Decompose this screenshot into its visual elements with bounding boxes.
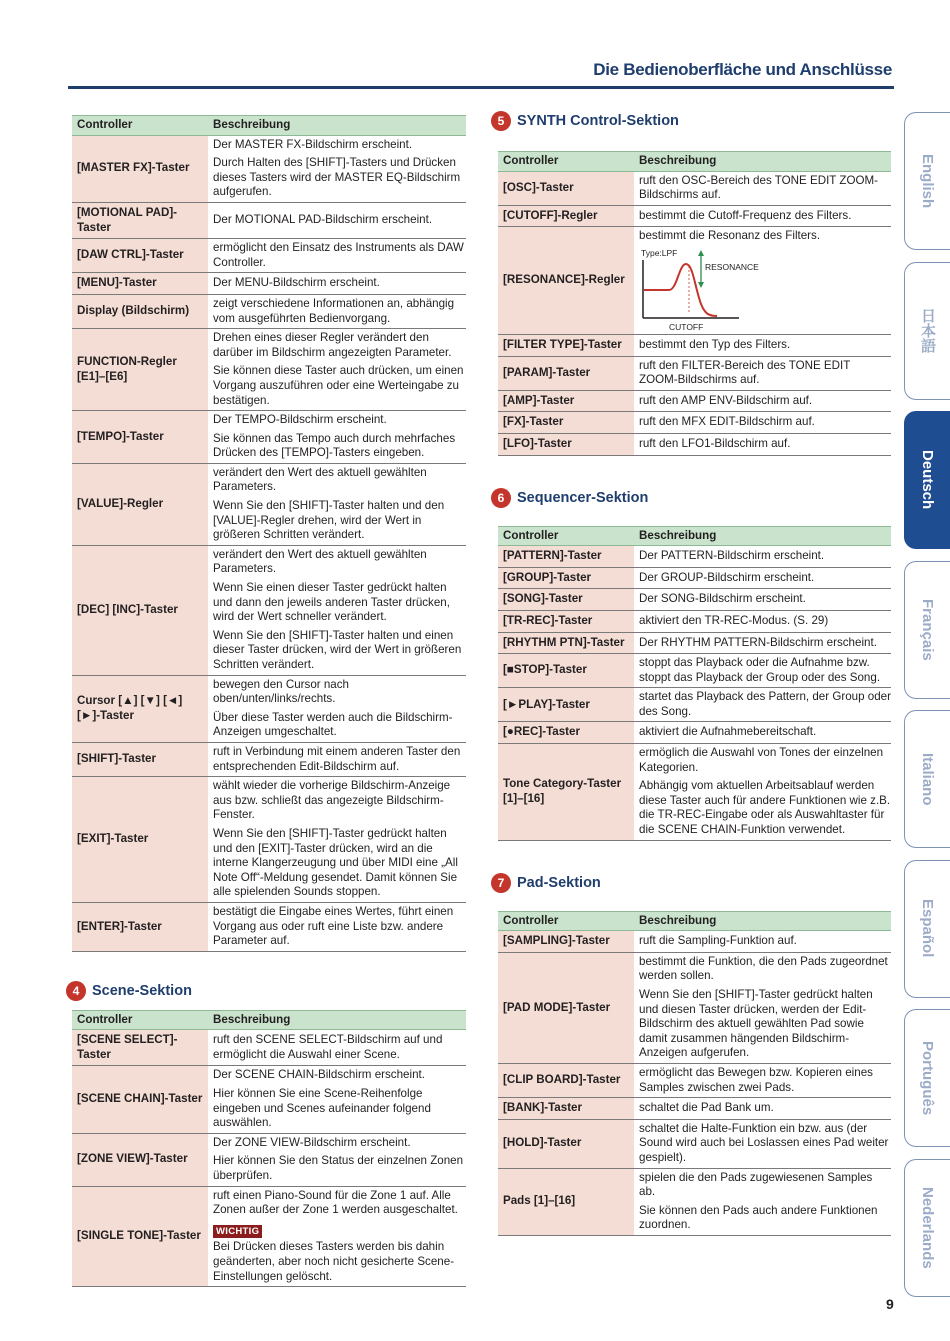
- description-text: Über diese Taster werden auch die Bildschirm-Anzeigen umgeschaltet.: [213, 710, 453, 739]
- description-text: ruft den SCENE SELECT-Bildschirm auf und ermöglicht die Auswahl einer Scene.: [213, 1033, 443, 1061]
- controller-description: [208, 202, 466, 238]
- table-row: [72, 1030, 466, 1066]
- description-text: stoppt das Playback oder die Aufnahme bzw. stoppt das Playback der Group oder des Song.: [639, 656, 881, 684]
- description-text: Wenn Sie den [SHIFT]-Taster halten und den [VALUE]-Regler drehen, wird der Wert in größeren Schritten verändert.: [213, 499, 445, 542]
- controller-description: [208, 273, 466, 295]
- controller-name: [RESONANCE]-Regler: [498, 227, 634, 335]
- controller-name: [OSC]-Taster: [498, 171, 634, 205]
- table-row: [72, 545, 466, 675]
- controller-description: [634, 654, 891, 688]
- controller-description: [634, 205, 891, 227]
- table-row: [498, 722, 891, 744]
- description-text: ruft einen Piano-Sound für die Zone 1 auf. Alle Zonen außer der Zone 1 werden ausgeschaltet.: [213, 1188, 458, 1217]
- table-row: [498, 589, 891, 611]
- controller-name: [MOTIONAL PAD]-Taster: [72, 202, 208, 238]
- column-header-controller: Controller: [498, 152, 634, 172]
- controller-name: [●REC]-Taster: [498, 722, 634, 744]
- table-row: [498, 412, 891, 434]
- controller-description: [208, 545, 466, 675]
- description-text: schaltet die Halte-Funktion ein bzw. aus (der Sound wird auch bei Loslassen eines Pad weiter gespielt).: [639, 1121, 889, 1164]
- description-text: Der MENU-Bildschirm erscheint.: [213, 276, 380, 290]
- synth-table: [498, 151, 891, 456]
- description-text: Abhängig vom aktuellen Arbeitsablauf werden diese Taster auch für andere Funktionen wie z.B. die TR-REC-Eingabe oder als Auswahltaster für die SCENE CHAIN-Funktion verwendet.: [639, 779, 891, 837]
- main-controller-table: [72, 115, 466, 952]
- table-row: [498, 610, 891, 632]
- language-tab-label: English: [919, 153, 936, 209]
- controller-name: [SONG]-Taster: [498, 589, 634, 611]
- language-tab-label: Deutsch: [919, 450, 936, 510]
- controller-description: [208, 902, 466, 951]
- description-text: Der PATTERN-Bildschirm erscheint.: [639, 549, 825, 563]
- language-tab[interactable]: [904, 411, 950, 549]
- description-text: Der ZONE VIEW-Bildschirm erscheint.: [213, 1135, 411, 1149]
- controller-name: [DEC] [INC]-Taster: [72, 545, 208, 675]
- description-text: Wenn Sie den [SHIFT]-Taster halten und einen dieser Taster drücken, wird der Wert in größeren Schritten verändert.: [213, 628, 462, 671]
- description-text: bewegen den Cursor nach oben/unten/links/rechts.: [213, 677, 349, 706]
- description-text: verändert den Wert des aktuell gewählten Parameters.: [213, 547, 427, 576]
- description-text: Hier können Sie eine Scene-Reihenfolge eingeben und Scenes aufeinander folgend auswählen.: [213, 1087, 431, 1130]
- description-text: Sie können das Tempo auch durch mehrfaches Drücken des [TEMPO]-Tasters eingeben.: [213, 431, 456, 460]
- column-header-description: Beschreibung: [634, 526, 891, 546]
- controller-name: Display (Bildschirm): [72, 294, 208, 328]
- language-tab-label: Français: [919, 598, 936, 661]
- controller-description: [634, 722, 891, 744]
- language-tab[interactable]: [904, 1009, 950, 1147]
- description-text: ruft den OSC-Bereich des TONE EDIT ZOOM-Bildschirms auf.: [639, 173, 879, 202]
- table-row: [498, 227, 891, 335]
- controller-name: [CLIP BOARD]-Taster: [498, 1063, 634, 1097]
- column-header-description: Beschreibung: [208, 116, 466, 136]
- section-number-badge: 5: [491, 111, 511, 131]
- sequencer-table: [498, 526, 891, 841]
- table-row: [498, 334, 891, 356]
- table-row: [72, 902, 466, 951]
- controller-description: [208, 411, 466, 464]
- description-text: Hier können Sie den Status der einzelnen Zonen überprüfen.: [213, 1154, 464, 1183]
- description-text: Der SONG-Bildschirm erscheint.: [639, 592, 806, 606]
- right-column: [498, 110, 891, 1236]
- column-header-description: Beschreibung: [634, 911, 891, 931]
- description-text: verändert den Wert des aktuell gewählten Parameters.: [213, 465, 427, 494]
- section-title: SYNTH Control-Sektion: [517, 113, 679, 129]
- table-row: [72, 294, 466, 328]
- language-tab-label: Español: [919, 899, 936, 958]
- table-row: [72, 463, 466, 545]
- table-row: [498, 1098, 891, 1120]
- graph-cutoff-label: CUTOFF: [669, 321, 704, 332]
- table-row: [72, 329, 466, 411]
- description-text: schaltet die Pad Bank um.: [639, 1101, 774, 1115]
- controller-description: [208, 239, 466, 273]
- table-row: [72, 1066, 466, 1133]
- description-text: Sie können den Pads auch andere Funktionen zuordnen.: [639, 1203, 878, 1232]
- controller-name: [FX]-Taster: [498, 412, 634, 434]
- description-text: ruft in Verbindung mit einem anderen Taster den entsprechenden Edit-Bildschirm auf.: [213, 744, 461, 773]
- description-text: ruft den LFO1-Bildschirm auf.: [639, 436, 791, 450]
- section-number-badge: 6: [491, 488, 511, 508]
- table-row: [72, 777, 466, 903]
- controller-description: [208, 1030, 466, 1066]
- description-text: Wenn Sie den [SHIFT]-Taster gedrückt halten und den [EXIT]-Taster drücken, wird an die interne Klangerzeugung und über MIDI eine „All Note Off“-Meldung gesendet. Damit können Sie alle spielenden Sounds stoppen.: [213, 826, 458, 899]
- table-row: [498, 171, 891, 205]
- section-heading-sequencer: [491, 487, 891, 509]
- controller-description: [634, 610, 891, 632]
- controller-name: [AMP]-Taster: [498, 390, 634, 412]
- description-text: Durch Halten des [SHIFT]-Tasters und Drücken dieses Tasters wird der MASTER EQ-Bildschirm aufgerufen.: [213, 156, 461, 199]
- controller-description: [208, 777, 466, 903]
- controller-description: [208, 742, 466, 776]
- table-row: [498, 205, 891, 227]
- language-tab[interactable]: [904, 561, 950, 699]
- language-tab-label: Português: [919, 1040, 936, 1116]
- description-text: Der MOTIONAL PAD-Bildschirm erscheint.: [213, 213, 433, 227]
- controller-name: [EXIT]-Taster: [72, 777, 208, 903]
- description-text: Der TEMPO-Bildschirm erscheint.: [213, 413, 387, 427]
- controller-name: Cursor [▲] [▼] [◄] [►]-Taster: [72, 675, 208, 742]
- graph-type-label: Type:LPF: [641, 247, 678, 258]
- controller-name: [SAMPLING]-Taster: [498, 931, 634, 953]
- controller-description: [634, 567, 891, 589]
- scene-table: [72, 1010, 466, 1288]
- language-tab[interactable]: [904, 860, 950, 998]
- header-rule: [68, 86, 894, 89]
- controller-description: [634, 227, 891, 335]
- table-row: [72, 273, 466, 295]
- controller-name: [SCENE SELECT]-Taster: [72, 1030, 208, 1066]
- controller-description: [634, 546, 891, 568]
- description-text: ermöglicht das Bewegen bzw. Kopieren eines Samples zwischen zwei Pads.: [639, 1065, 873, 1094]
- section-title: Scene-Sektion: [92, 982, 192, 999]
- left-column: [72, 115, 466, 1287]
- section-heading-synth: [491, 110, 891, 132]
- pad-table: [498, 911, 891, 1236]
- controller-name: [►PLAY]-Taster: [498, 688, 634, 722]
- controller-name: [ZONE VIEW]-Taster: [72, 1133, 208, 1186]
- controller-description: [208, 329, 466, 411]
- description-text: ruft die Sampling-Funktion auf.: [639, 934, 797, 948]
- controller-name: [CUTOFF]-Regler: [498, 205, 634, 227]
- description-text: ruft den MFX EDIT-Bildschirm auf.: [639, 415, 815, 429]
- controller-name: [SHIFT]-Taster: [72, 742, 208, 776]
- controller-description: [634, 952, 891, 1063]
- table-row: [72, 135, 466, 202]
- table-row: [72, 411, 466, 464]
- controller-name: [SCENE CHAIN]-Taster: [72, 1066, 208, 1133]
- description-text: Der MASTER FX-Bildschirm erscheint.: [213, 137, 413, 151]
- table-row: [498, 952, 891, 1063]
- language-tab[interactable]: [904, 1159, 950, 1297]
- controller-name: [VALUE]-Regler: [72, 463, 208, 545]
- controller-name: [TEMPO]-Taster: [72, 411, 208, 464]
- table-row: [72, 1186, 466, 1287]
- controller-name: Tone Category-Taster [1]–[16]: [498, 744, 634, 841]
- table-row: [498, 546, 891, 568]
- controller-description: [634, 334, 891, 356]
- controller-name: [LFO]-Taster: [498, 433, 634, 455]
- controller-name: [HOLD]-Taster: [498, 1119, 634, 1168]
- description-text: bestimmt die Cutoff-Frequenz des Filters.: [639, 208, 852, 222]
- column-header-controller: Controller: [72, 1010, 208, 1030]
- column-header-controller: Controller: [498, 526, 634, 546]
- controller-description: [634, 589, 891, 611]
- table-row: [498, 390, 891, 412]
- controller-description: [208, 1186, 466, 1287]
- column-header-controller: Controller: [498, 911, 634, 931]
- table-row: [498, 1119, 891, 1168]
- description-text: Wenn Sie den [SHIFT]-Taster gedrückt halten und diesen Taster drücken, werden der Edit-Bildschirm des aktuell gewählten Pad sowie damit zusammen hängenden Bildschirm-Anzeigen aufgerufen.: [639, 988, 873, 1060]
- controller-description: [208, 1066, 466, 1133]
- description-text: bestimmt den Typ des Filters.: [639, 337, 791, 351]
- controller-name: [DAW CTRL]-Taster: [72, 239, 208, 273]
- language-tab[interactable]: [904, 262, 950, 400]
- controller-description: [634, 931, 891, 953]
- controller-name: Pads [1]–[16]: [498, 1168, 634, 1235]
- controller-description: [208, 294, 466, 328]
- controller-name: [TR-REC]-Taster: [498, 610, 634, 632]
- controller-name: [SINGLE TONE]-Taster: [72, 1186, 208, 1287]
- description-text: bestätigt die Eingabe eines Wertes, führt einen Vorgang aus oder ruft eine Liste bzw. andere Parameter auf.: [213, 904, 454, 948]
- description-text: zeigt verschiedene Informationen an, abhängig vom ausgeführten Bedienvorgang.: [213, 296, 455, 325]
- controller-name: [PATTERN]-Taster: [498, 546, 634, 568]
- language-tab-label: Italiano: [919, 752, 936, 806]
- controller-description: [634, 390, 891, 412]
- controller-description: [634, 1098, 891, 1120]
- table-row: [72, 202, 466, 238]
- description-text: wählt wieder die vorherige Bildschirm-Anzeige aus bzw. schließt das angezeigte Bildschirm-Fenster.: [213, 779, 451, 822]
- controller-description: [634, 433, 891, 455]
- table-row: [72, 239, 466, 273]
- table-row: [498, 744, 891, 841]
- description-text: Der SCENE CHAIN-Bildschirm erscheint.: [213, 1068, 425, 1082]
- controller-name: [PAD MODE]-Taster: [498, 952, 634, 1063]
- description-text: ruft den AMP ENV-Bildschirm auf.: [639, 393, 813, 407]
- controller-name: FUNCTION-Regler [E1]–[E6]: [72, 329, 208, 411]
- description-text: Drehen eines dieser Regler verändert den darüber im Bildschirm angezeigten Parameter.: [213, 331, 452, 359]
- table-row: [72, 742, 466, 776]
- table-row: [498, 1063, 891, 1097]
- controller-description: [208, 463, 466, 545]
- section-number-badge: 7: [491, 873, 511, 893]
- controller-description: [634, 744, 891, 841]
- table-row: [72, 675, 466, 742]
- description-text: spielen die den Pads zugewiesenen Samples ab.: [639, 1170, 873, 1199]
- controller-name: [ENTER]-Taster: [72, 902, 208, 951]
- column-header-description: Beschreibung: [634, 152, 891, 172]
- controller-name: [FILTER TYPE]-Taster: [498, 334, 634, 356]
- section-heading-scene: [66, 980, 466, 1002]
- controller-description: [634, 412, 891, 434]
- controller-name: [MENU]-Taster: [72, 273, 208, 295]
- important-badge: WICHTIG: [213, 1225, 262, 1238]
- controller-name: [PARAM]-Taster: [498, 356, 634, 390]
- table-row: [498, 1168, 891, 1235]
- description-text: aktiviert den TR-REC-Modus. (S. 29): [639, 613, 829, 627]
- description-text: startet das Playback des Pattern, der Group oder des Song.: [639, 690, 891, 718]
- controller-description: [208, 675, 466, 742]
- section-title: Pad-Sektion: [517, 874, 601, 891]
- graph-resonance-label: RESONANCE: [705, 261, 759, 272]
- controller-description: [634, 688, 891, 722]
- page-number: 9: [886, 1296, 894, 1312]
- description-text: Sie können diese Taster auch drücken, um einen Vorgang auszuführen oder eine Werteingabe zu bestätigen.: [213, 364, 464, 407]
- description-text: Der RHYTHM PATTERN-Bildschirm erscheint.: [639, 635, 877, 649]
- table-row: [498, 931, 891, 953]
- description-text: ermöglicht den Einsatz des Instruments als DAW Controller.: [213, 241, 464, 269]
- description-text: ermöglich die Auswahl von Tones der einzelnen Kategorien.: [639, 746, 884, 774]
- controller-description: [208, 135, 466, 202]
- controller-description: [634, 1119, 891, 1168]
- controller-name: [MASTER FX]-Taster: [72, 135, 208, 202]
- description-text: Wenn Sie einen dieser Taster gedrückt halten und dann den jeweils anderen Taster drücken, wird der Wert schneller verändert.: [213, 581, 450, 624]
- language-tab[interactable]: [904, 710, 950, 848]
- language-tab-label: 日本語: [919, 308, 936, 353]
- column-header-controller: Controller: [72, 116, 208, 136]
- important-note: Bei Drücken dieses Tasters werden bis dahin geänderten, aber noch nicht gesicherte Scene-Einstellungen gelöscht.: [213, 1240, 455, 1283]
- description-text: bestimmt die Funktion, die den Pads zugeordnet werden sollen.: [639, 954, 888, 983]
- description-text: ruft den FILTER-Bereich des TONE EDIT ZOOM-Bildschirms auf.: [639, 358, 851, 387]
- resonance-filter-graph: [639, 246, 799, 332]
- controller-description: [634, 171, 891, 205]
- language-tab[interactable]: [904, 112, 950, 250]
- table-row: [72, 1133, 466, 1186]
- controller-description: [634, 1063, 891, 1097]
- column-header-description: Beschreibung: [208, 1010, 466, 1030]
- controller-description: [634, 1168, 891, 1235]
- table-row: [498, 567, 891, 589]
- controller-name: [RHYTHM PTN]-Taster: [498, 632, 634, 654]
- controller-name: [GROUP]-Taster: [498, 567, 634, 589]
- table-row: [498, 654, 891, 688]
- controller-name: [BANK]-Taster: [498, 1098, 634, 1120]
- page-header-title: Die Bedienoberfläche und Anschlüsse: [593, 60, 892, 79]
- description-text: aktiviert die Aufnahmebereitschaft.: [639, 725, 817, 739]
- description-text: Der GROUP-Bildschirm erscheint.: [639, 570, 815, 584]
- controller-name: [■STOP]-Taster: [498, 654, 634, 688]
- table-row: [498, 688, 891, 722]
- section-heading-pad: [491, 872, 891, 894]
- table-row: [498, 632, 891, 654]
- description-text: bestimmt die Resonanz des Filters.: [639, 229, 821, 243]
- table-row: [498, 433, 891, 455]
- controller-description: [634, 632, 891, 654]
- controller-description: [208, 1133, 466, 1186]
- section-number-badge: 4: [66, 981, 86, 1001]
- section-title: Sequencer-Sektion: [517, 489, 649, 506]
- language-tab-label: Nederlands: [919, 1186, 936, 1269]
- controller-description: [634, 356, 891, 390]
- table-row: [498, 356, 891, 390]
